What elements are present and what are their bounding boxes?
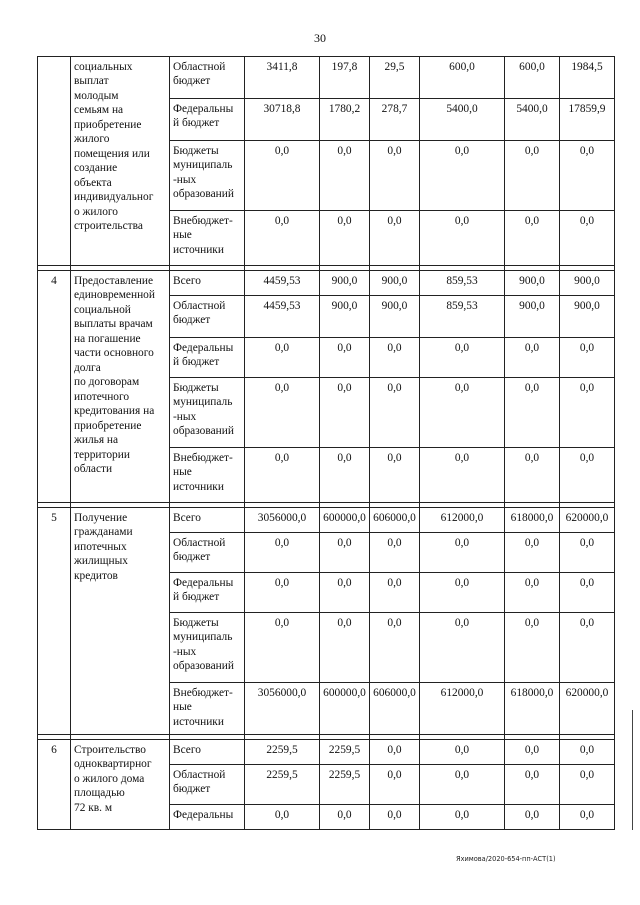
amount-cell: 0,0 [420, 448, 505, 503]
amount-cell: 0,0 [245, 141, 320, 211]
amount-cell: 0,0 [320, 338, 370, 378]
amount-cell: 0,0 [560, 211, 615, 266]
amount-cell: 0,0 [560, 338, 615, 378]
amount-cell: 0,0 [560, 448, 615, 503]
amount-cell: 0,0 [320, 533, 370, 573]
funding-source-line: -ных [173, 410, 197, 423]
amount-cell: 0,0 [320, 211, 370, 266]
funding-source-line: й бюджет [173, 591, 220, 604]
amount-cell: 4459,53 [245, 271, 320, 296]
amount-cell: 0,0 [420, 613, 505, 683]
amount-cell: 0,0 [505, 533, 560, 573]
funding-source [170, 271, 245, 296]
row-number: 4 [38, 271, 71, 503]
amount-cell: 0,0 [370, 448, 420, 503]
funding-source [170, 533, 245, 573]
amount-cell: 0,0 [420, 740, 505, 765]
amount-cell: 2259,5 [245, 740, 320, 765]
funding-source-line: Всего [173, 512, 201, 524]
amount-cell: 0,0 [320, 448, 370, 503]
amount-cell: 0,0 [505, 448, 560, 503]
description-line: жилого [74, 133, 110, 146]
amount-cell: 620000,0 [560, 508, 615, 533]
amount-cell: 3056000,0 [245, 683, 320, 735]
amount-cell: 606000,0 [370, 683, 420, 735]
margin-line [632, 710, 633, 830]
budget-table [37, 56, 615, 830]
amount-cell: 0,0 [505, 573, 560, 613]
funding-source-line: источники [173, 715, 224, 728]
description-line: площадью [74, 787, 125, 800]
amount-cell: 0,0 [560, 573, 615, 613]
amount-cell: 2259,5 [320, 740, 370, 765]
description-line: семьям на [74, 104, 124, 117]
amount-cell: 30718,8 [245, 99, 320, 141]
funding-source-line: бюджет [173, 75, 211, 88]
amount-cell: 0,0 [505, 740, 560, 765]
amount-cell: 0,0 [420, 805, 505, 830]
amount-cell: 0,0 [420, 211, 505, 266]
amount-cell: 0,0 [560, 765, 615, 805]
amount-cell: 900,0 [370, 296, 420, 338]
description-line: Предоставление [74, 275, 154, 287]
amount-cell: 0,0 [505, 765, 560, 805]
description-line: ипотечного [74, 390, 130, 403]
funding-source [170, 740, 245, 765]
description-line: Получение [74, 512, 128, 524]
funding-source-line: образований [173, 188, 234, 201]
funding-source-line: образований [173, 660, 234, 673]
amount-cell: 0,0 [420, 141, 505, 211]
funding-source [170, 338, 245, 378]
amount-cell: 0,0 [245, 211, 320, 266]
row-number [38, 57, 71, 266]
amount-cell: 1780,2 [320, 99, 370, 141]
amount-cell: 600000,0 [320, 508, 370, 533]
description-line: области [74, 463, 113, 476]
funding-source-line: источники [173, 480, 224, 493]
funding-source [170, 765, 245, 805]
amount-cell: 1984,5 [560, 57, 615, 99]
funding-source-line: Внебюджет- [173, 215, 233, 227]
amount-cell: 0,0 [320, 378, 370, 448]
description-line: выплат [74, 75, 109, 88]
amount-cell: 3411,8 [245, 57, 320, 99]
amount-cell: 0,0 [560, 141, 615, 211]
amount-cell: 5400,0 [505, 99, 560, 141]
funding-source-line: муниципаль [173, 396, 233, 409]
amount-cell: 0,0 [245, 378, 320, 448]
description-line: молодым [74, 89, 119, 102]
description-line: по договорам [74, 376, 140, 389]
description-line: помещения или [74, 147, 150, 160]
funding-source-line: Бюджеты [173, 382, 219, 394]
amount-cell: 17859,9 [560, 99, 615, 141]
funding-source [170, 613, 245, 683]
amount-cell: 900,0 [320, 296, 370, 338]
amount-cell: 0,0 [420, 338, 505, 378]
amount-cell: 0,0 [370, 211, 420, 266]
amount-cell: 900,0 [560, 271, 615, 296]
table-row [38, 740, 615, 765]
description-line: гражданами [74, 526, 133, 539]
page-number: 30 [314, 31, 326, 45]
funding-source-line: ные [173, 466, 192, 479]
amount-cell: 0,0 [560, 613, 615, 683]
amount-cell: 0,0 [505, 378, 560, 448]
amount-cell: 0,0 [420, 573, 505, 613]
measure-description [71, 271, 170, 503]
funding-source-line: Всего [173, 744, 201, 756]
amount-cell: 0,0 [245, 573, 320, 613]
funding-source-line: ные [173, 701, 192, 714]
funding-source-line: Внебюджет- [173, 687, 233, 699]
funding-source-line: Областной [173, 300, 226, 312]
amount-cell: 620000,0 [560, 683, 615, 735]
amount-cell: 0,0 [245, 533, 320, 573]
funding-source [170, 211, 245, 266]
amount-cell: 0,0 [245, 613, 320, 683]
description-line: социальных [74, 61, 133, 73]
funding-source-line: бюджет [173, 551, 211, 564]
description-line: объекта [74, 176, 112, 189]
amount-cell: 0,0 [370, 765, 420, 805]
measure-description [71, 740, 170, 830]
description-line: строительства [74, 220, 143, 233]
amount-cell: 0,0 [370, 378, 420, 448]
funding-source-line: муниципаль [173, 631, 233, 644]
amount-cell: 0,0 [420, 378, 505, 448]
amount-cell: 0,0 [370, 573, 420, 613]
amount-cell: 600000,0 [320, 683, 370, 735]
description-line: выплаты врачам [74, 318, 153, 331]
description-line: кредитования на [74, 405, 155, 418]
description-line: создание [74, 162, 118, 175]
description-line: приобретение [74, 118, 142, 131]
amount-cell: 0,0 [560, 533, 615, 573]
amount-cell: 4459,53 [245, 296, 320, 338]
amount-cell: 612000,0 [420, 508, 505, 533]
amount-cell: 0,0 [245, 338, 320, 378]
funding-source [170, 573, 245, 613]
amount-cell: 3056000,0 [245, 508, 320, 533]
amount-cell: 0,0 [370, 613, 420, 683]
amount-cell: 900,0 [505, 296, 560, 338]
funding-source-line: Федеральны [173, 577, 234, 589]
funding-source-line: Федеральны [173, 103, 234, 115]
description-line: части основного [74, 347, 154, 360]
funding-source-line: ные [173, 229, 192, 242]
funding-source-line: Бюджеты [173, 617, 219, 629]
funding-source-line: Внебюджет- [173, 452, 233, 464]
row-number: 6 [38, 740, 71, 830]
description-line: территории [74, 448, 130, 461]
description-line: долга [74, 361, 101, 374]
amount-cell: 0,0 [420, 765, 505, 805]
amount-cell: 618000,0 [505, 508, 560, 533]
description-line: индивидуальног [74, 191, 154, 204]
description-line: приобретение [74, 419, 142, 432]
amount-cell: 600,0 [420, 57, 505, 99]
amount-cell: 2259,5 [245, 765, 320, 805]
amount-cell: 859,53 [420, 271, 505, 296]
amount-cell: 900,0 [320, 271, 370, 296]
amount-cell: 197,8 [320, 57, 370, 99]
funding-source-line: й бюджет [173, 356, 220, 369]
funding-source [170, 296, 245, 338]
amount-cell: 900,0 [370, 271, 420, 296]
description-line: жилья на [74, 434, 119, 447]
funding-source-line: Бюджеты [173, 145, 219, 157]
funding-source [170, 508, 245, 533]
funding-source-line: бюджет [173, 314, 211, 327]
description-line: о жилого дома [74, 772, 145, 785]
funding-source [170, 683, 245, 735]
amount-cell: 2259,5 [320, 765, 370, 805]
amount-cell: 0,0 [370, 141, 420, 211]
description-line: Строительство [74, 744, 146, 756]
table-row [38, 271, 615, 296]
funding-source [170, 57, 245, 99]
amount-cell: 0,0 [370, 805, 420, 830]
funding-source-line: Федеральны [173, 809, 234, 821]
amount-cell: 0,0 [505, 805, 560, 830]
amount-cell: 0,0 [505, 613, 560, 683]
description-line: жилищных [74, 555, 128, 568]
funding-source-line: Всего [173, 275, 201, 287]
amount-cell: 0,0 [505, 338, 560, 378]
table-body [38, 57, 615, 830]
funding-source [170, 99, 245, 141]
description-line: одноквартирног [74, 758, 152, 771]
amount-cell: 0,0 [505, 211, 560, 266]
funding-source-line: Областной [173, 537, 226, 549]
funding-source [170, 378, 245, 448]
funding-source-line: -ных [173, 173, 197, 186]
description-line: на погашение [74, 332, 141, 345]
description-line: 72 кв. м [74, 801, 113, 814]
amount-cell: 0,0 [370, 740, 420, 765]
amount-cell: 0,0 [370, 338, 420, 378]
amount-cell: 606000,0 [370, 508, 420, 533]
funding-source [170, 805, 245, 830]
amount-cell: 859,53 [420, 296, 505, 338]
amount-cell: 600,0 [505, 57, 560, 99]
funding-source-line: бюджет [173, 783, 211, 796]
amount-cell: 0,0 [560, 805, 615, 830]
table-row [38, 508, 615, 533]
amount-cell: 29,5 [370, 57, 420, 99]
funding-source-line: Областной [173, 61, 226, 73]
amount-cell: 0,0 [370, 533, 420, 573]
funding-source-line: й бюджет [173, 117, 220, 130]
funding-source-line: -ных [173, 645, 197, 658]
measure-description [71, 57, 170, 266]
funding-source-line: Федеральны [173, 342, 234, 354]
amount-cell: 0,0 [320, 141, 370, 211]
amount-cell: 0,0 [560, 740, 615, 765]
amount-cell: 0,0 [245, 805, 320, 830]
amount-cell: 0,0 [245, 448, 320, 503]
amount-cell: 0,0 [320, 805, 370, 830]
amount-cell: 5400,0 [420, 99, 505, 141]
description-line: кредитов [74, 569, 118, 582]
footer-reference: Яхимова/2020-654-пп-АСТ(1) [456, 855, 556, 863]
amount-cell: 612000,0 [420, 683, 505, 735]
funding-source [170, 448, 245, 503]
description-line: ипотечных [74, 540, 127, 553]
amount-cell: 278,7 [370, 99, 420, 141]
funding-source-line: Областной [173, 769, 226, 781]
amount-cell: 0,0 [320, 573, 370, 613]
funding-source-line: муниципаль [173, 159, 233, 172]
row-number: 5 [38, 508, 71, 735]
description-line: социальной [74, 303, 131, 316]
amount-cell: 0,0 [320, 613, 370, 683]
amount-cell: 900,0 [560, 296, 615, 338]
funding-source-line: образований [173, 425, 234, 438]
description-line: о жилого [74, 205, 118, 218]
funding-source-line: источники [173, 243, 224, 256]
amount-cell: 0,0 [420, 533, 505, 573]
amount-cell: 0,0 [560, 378, 615, 448]
funding-source [170, 141, 245, 211]
amount-cell: 0,0 [505, 141, 560, 211]
amount-cell: 900,0 [505, 271, 560, 296]
table-row [38, 57, 615, 99]
description-line: единовременной [74, 289, 155, 302]
amount-cell: 618000,0 [505, 683, 560, 735]
measure-description [71, 508, 170, 735]
